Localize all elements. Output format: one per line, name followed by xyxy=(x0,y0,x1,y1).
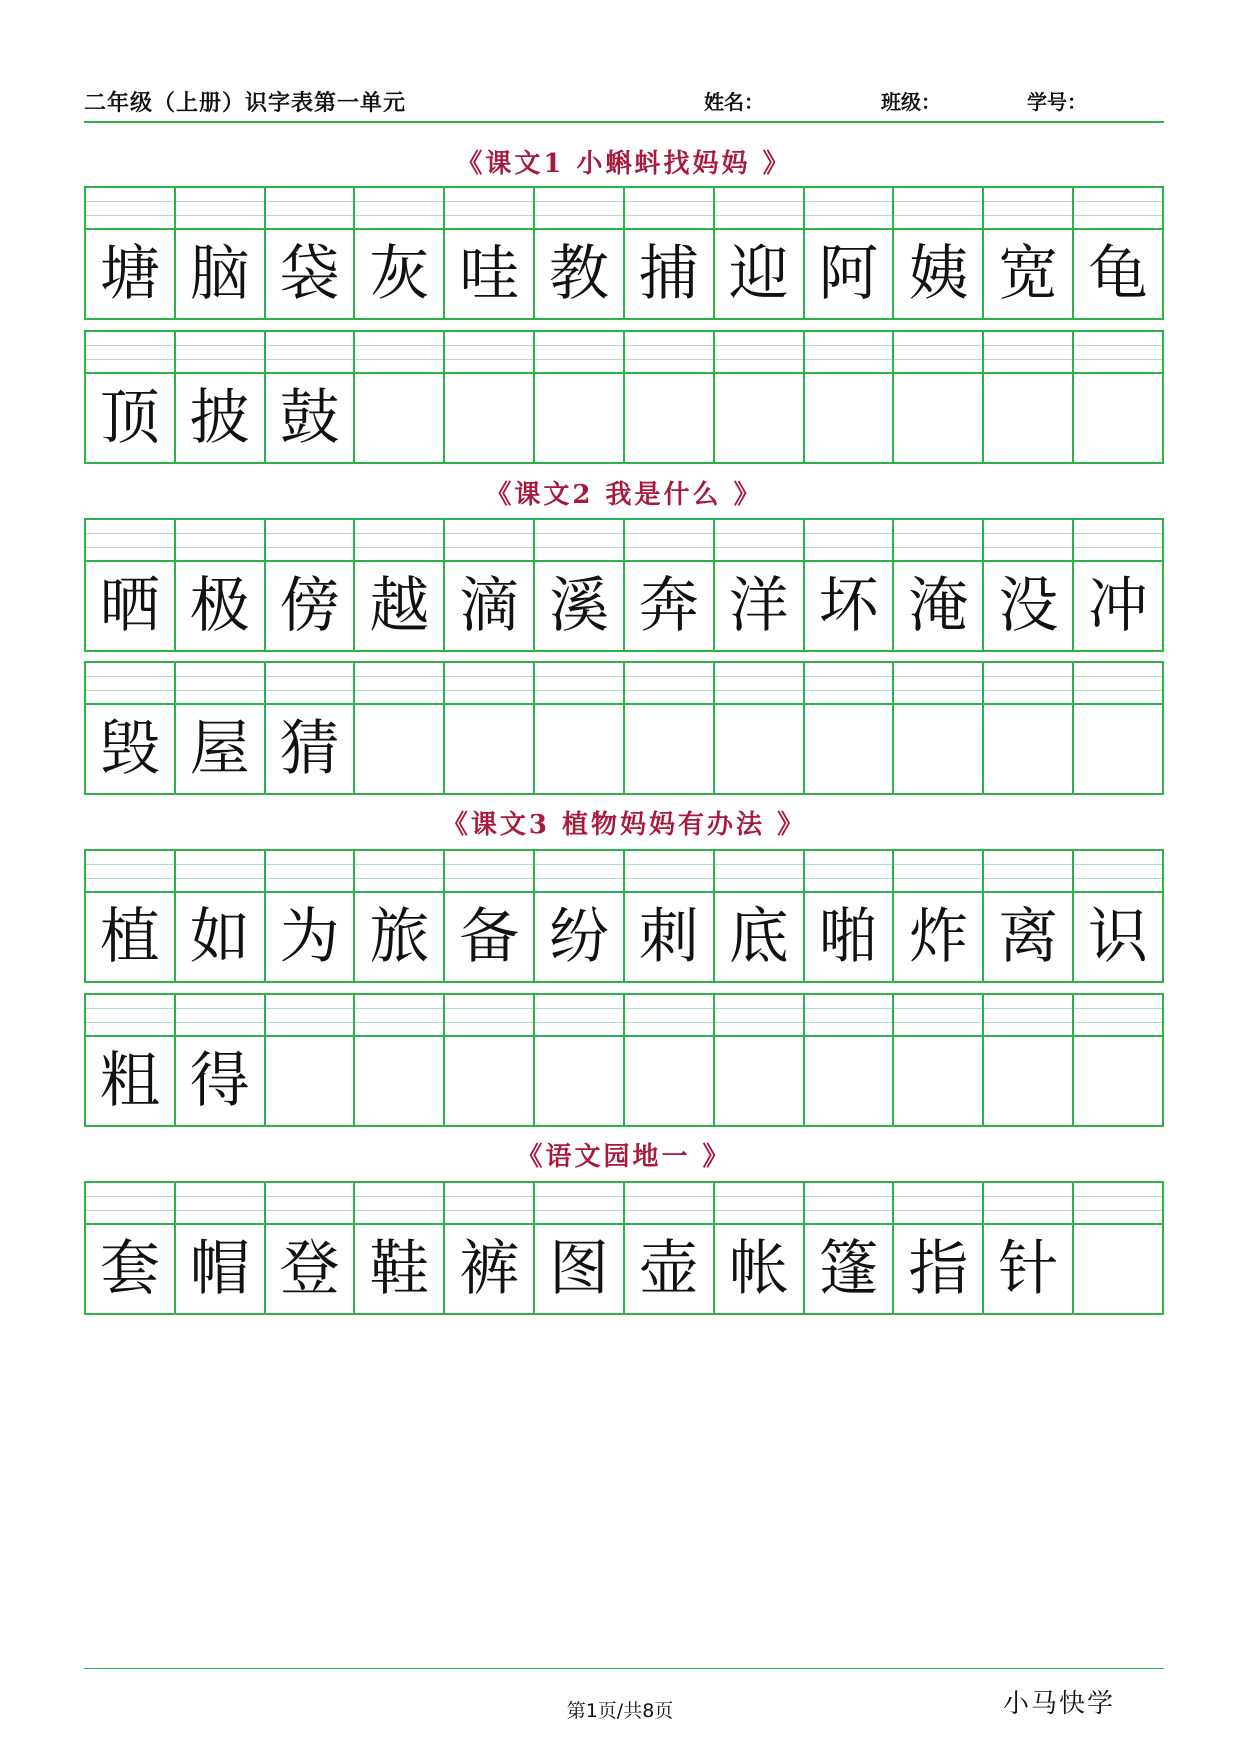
hanzi-character: 炸 xyxy=(908,902,969,972)
hanzi-character: 袋 xyxy=(279,239,340,309)
character-cell xyxy=(445,995,535,1125)
pinyin-writing-lines xyxy=(1074,332,1162,374)
header-divider xyxy=(84,121,1164,123)
hanzi-character: 坏 xyxy=(818,571,879,641)
hanzi-character xyxy=(625,705,713,793)
pinyin-writing-lines xyxy=(86,663,174,705)
hanzi-character: 洋 xyxy=(728,571,789,641)
hanzi-character: 裤 xyxy=(459,1234,520,1304)
pinyin-writing-lines xyxy=(625,520,713,562)
hanzi-character: 龟 xyxy=(1088,239,1149,309)
character-cell xyxy=(86,995,176,1125)
hanzi-character: 帽 xyxy=(189,1234,250,1304)
character-cell xyxy=(445,1183,535,1313)
pinyin-writing-lines xyxy=(266,663,354,705)
class-field-label: 班级： xyxy=(881,90,941,114)
character-cell xyxy=(535,188,625,318)
character-cell xyxy=(266,663,356,793)
pinyin-writing-lines xyxy=(535,520,623,562)
hanzi-character: 指 xyxy=(908,1234,969,1304)
character-grid-row xyxy=(84,849,1164,983)
pinyin-writing-lines xyxy=(1074,520,1162,562)
pinyin-writing-lines xyxy=(805,851,893,893)
character-cell xyxy=(894,520,984,650)
pinyin-writing-lines xyxy=(805,332,893,374)
hanzi-character: 针 xyxy=(998,1234,1059,1304)
pinyin-writing-lines xyxy=(805,520,893,562)
hanzi-character xyxy=(445,1037,533,1125)
name-field-label: 姓名： xyxy=(704,90,764,114)
pinyin-writing-lines xyxy=(176,851,264,893)
hanzi-character: 纷 xyxy=(549,902,610,972)
character-cell xyxy=(625,995,715,1125)
pinyin-writing-lines xyxy=(445,995,533,1037)
character-cell xyxy=(1074,188,1162,318)
character-cell xyxy=(715,995,805,1125)
character-cell xyxy=(715,332,805,462)
pinyin-writing-lines xyxy=(355,851,443,893)
pinyin-writing-lines xyxy=(715,663,803,705)
character-cell xyxy=(535,332,625,462)
character-cell xyxy=(535,663,625,793)
character-cell xyxy=(535,1183,625,1313)
pinyin-writing-lines xyxy=(266,851,354,893)
character-cell xyxy=(1074,663,1162,793)
character-cell xyxy=(86,1183,176,1313)
character-cell xyxy=(625,188,715,318)
character-cell xyxy=(355,188,445,318)
pinyin-writing-lines xyxy=(266,188,354,230)
hanzi-character xyxy=(625,374,713,462)
character-cell xyxy=(266,995,356,1125)
pinyin-writing-lines xyxy=(715,995,803,1037)
character-cell xyxy=(355,520,445,650)
pinyin-writing-lines xyxy=(984,663,1072,705)
pinyin-writing-lines xyxy=(445,663,533,705)
character-cell xyxy=(86,520,176,650)
hanzi-character: 奔 xyxy=(638,571,699,641)
worksheet-header xyxy=(84,82,1164,120)
character-cell xyxy=(86,188,176,318)
pinyin-writing-lines xyxy=(984,332,1072,374)
character-cell xyxy=(984,188,1074,318)
hanzi-character: 为 xyxy=(279,902,340,972)
character-cell xyxy=(176,851,266,981)
pinyin-writing-lines xyxy=(535,1183,623,1225)
hanzi-character: 登 xyxy=(279,1234,340,1304)
hanzi-character xyxy=(1074,374,1162,462)
pinyin-writing-lines xyxy=(176,1183,264,1225)
character-cell xyxy=(625,1183,715,1313)
character-cell xyxy=(894,663,984,793)
hanzi-character: 脑 xyxy=(189,239,250,309)
hanzi-character: 淹 xyxy=(908,571,969,641)
character-cell xyxy=(86,663,176,793)
hanzi-character: 迎 xyxy=(728,239,789,309)
pinyin-writing-lines xyxy=(86,520,174,562)
character-cell xyxy=(984,995,1074,1125)
hanzi-character xyxy=(984,705,1072,793)
page-indicator: 第1页/共8页 xyxy=(566,1700,674,1722)
character-cell xyxy=(715,520,805,650)
character-cell xyxy=(266,188,356,318)
character-cell xyxy=(984,332,1074,462)
pinyin-writing-lines xyxy=(355,663,443,705)
character-cell xyxy=(1074,995,1162,1125)
pinyin-writing-lines xyxy=(535,995,623,1037)
hanzi-character xyxy=(266,1037,354,1125)
character-cell xyxy=(805,995,895,1125)
section-title: 《语文园地一 》 xyxy=(516,1142,732,1172)
hanzi-character xyxy=(625,1037,713,1125)
pinyin-writing-lines xyxy=(86,851,174,893)
hanzi-character: 哇 xyxy=(459,239,520,309)
pinyin-writing-lines xyxy=(625,663,713,705)
pinyin-writing-lines xyxy=(535,188,623,230)
hanzi-character: 粗 xyxy=(99,1046,160,1116)
hanzi-character xyxy=(535,1037,623,1125)
hanzi-character: 鼓 xyxy=(279,383,340,453)
character-cell xyxy=(625,663,715,793)
pinyin-writing-lines xyxy=(86,332,174,374)
character-cell xyxy=(1074,851,1162,981)
character-cell xyxy=(176,663,266,793)
character-cell xyxy=(355,1183,445,1313)
hanzi-character xyxy=(445,374,533,462)
pinyin-writing-lines xyxy=(715,1183,803,1225)
hanzi-character: 屋 xyxy=(189,714,250,784)
pinyin-writing-lines xyxy=(355,520,443,562)
character-grid-row xyxy=(84,993,1164,1127)
character-cell xyxy=(805,851,895,981)
character-cell xyxy=(715,663,805,793)
hanzi-character xyxy=(355,705,443,793)
character-cell xyxy=(445,332,535,462)
character-cell xyxy=(894,332,984,462)
hanzi-character: 底 xyxy=(728,902,789,972)
character-cell xyxy=(355,332,445,462)
hanzi-character: 姨 xyxy=(908,239,969,309)
pinyin-writing-lines xyxy=(445,188,533,230)
character-grid-row xyxy=(84,186,1164,320)
pinyin-writing-lines xyxy=(266,995,354,1037)
hanzi-character: 灰 xyxy=(369,239,430,309)
character-cell xyxy=(266,851,356,981)
hanzi-character: 没 xyxy=(998,571,1059,641)
character-cell xyxy=(176,520,266,650)
pinyin-writing-lines xyxy=(894,520,982,562)
character-cell xyxy=(355,663,445,793)
section-title: 《课文3 植物妈妈有办法 》 xyxy=(441,810,807,840)
character-cell xyxy=(715,851,805,981)
hanzi-character xyxy=(445,705,533,793)
pinyin-writing-lines xyxy=(355,188,443,230)
hanzi-character: 植 xyxy=(99,902,160,972)
pinyin-writing-lines xyxy=(715,332,803,374)
pinyin-writing-lines xyxy=(984,1183,1072,1225)
character-cell xyxy=(805,1183,895,1313)
pinyin-writing-lines xyxy=(894,332,982,374)
character-cell xyxy=(984,520,1074,650)
pinyin-writing-lines xyxy=(86,995,174,1037)
pinyin-writing-lines xyxy=(355,332,443,374)
hanzi-character: 晒 xyxy=(99,571,160,641)
character-cell xyxy=(805,520,895,650)
pinyin-writing-lines xyxy=(355,995,443,1037)
character-cell xyxy=(1074,332,1162,462)
hanzi-character xyxy=(805,1037,893,1125)
character-cell xyxy=(445,663,535,793)
pinyin-writing-lines xyxy=(894,188,982,230)
character-cell xyxy=(355,995,445,1125)
hanzi-character xyxy=(1074,1037,1162,1125)
character-cell xyxy=(625,332,715,462)
pinyin-writing-lines xyxy=(984,520,1072,562)
character-cell xyxy=(445,520,535,650)
character-cell xyxy=(805,188,895,318)
pinyin-writing-lines xyxy=(1074,663,1162,705)
hanzi-character xyxy=(1074,705,1162,793)
pinyin-writing-lines xyxy=(535,663,623,705)
pinyin-writing-lines xyxy=(894,1183,982,1225)
student-id-field-label: 学号： xyxy=(1027,90,1087,114)
hanzi-character: 备 xyxy=(459,902,520,972)
hanzi-character: 冲 xyxy=(1088,571,1149,641)
character-cell xyxy=(984,851,1074,981)
hanzi-character: 套 xyxy=(99,1234,160,1304)
pinyin-writing-lines xyxy=(266,1183,354,1225)
character-cell xyxy=(535,995,625,1125)
character-cell xyxy=(86,851,176,981)
character-cell xyxy=(176,995,266,1125)
hanzi-character xyxy=(355,374,443,462)
character-grid-row xyxy=(84,661,1164,795)
pinyin-writing-lines xyxy=(445,332,533,374)
hanzi-character: 识 xyxy=(1088,902,1149,972)
pinyin-writing-lines xyxy=(894,851,982,893)
pinyin-writing-lines xyxy=(445,1183,533,1225)
pinyin-writing-lines xyxy=(1074,1183,1162,1225)
hanzi-character: 塘 xyxy=(99,239,160,309)
hanzi-character xyxy=(715,705,803,793)
hanzi-character: 教 xyxy=(549,239,610,309)
hanzi-character xyxy=(715,374,803,462)
hanzi-character xyxy=(805,374,893,462)
hanzi-character xyxy=(1074,1225,1162,1313)
pinyin-writing-lines xyxy=(625,188,713,230)
hanzi-character xyxy=(984,374,1072,462)
pinyin-writing-lines xyxy=(984,188,1072,230)
section-title: 《课文1 小蝌蚪找妈妈 》 xyxy=(456,149,792,179)
hanzi-character xyxy=(535,705,623,793)
character-cell xyxy=(176,332,266,462)
worksheet-title: 二年级（上册）识字表第一单元 xyxy=(84,91,407,116)
pinyin-writing-lines xyxy=(715,188,803,230)
hanzi-character: 捕 xyxy=(638,239,699,309)
pinyin-writing-lines xyxy=(715,520,803,562)
hanzi-character: 披 xyxy=(189,383,250,453)
pinyin-writing-lines xyxy=(625,851,713,893)
hanzi-character: 篷 xyxy=(818,1234,879,1304)
character-cell xyxy=(625,851,715,981)
hanzi-character xyxy=(715,1037,803,1125)
character-cell xyxy=(86,332,176,462)
footer-divider xyxy=(84,1668,1164,1669)
character-cell xyxy=(894,995,984,1125)
hanzi-character: 极 xyxy=(189,571,250,641)
hanzi-character: 图 xyxy=(549,1234,610,1304)
hanzi-character: 鞋 xyxy=(369,1234,430,1304)
pinyin-writing-lines xyxy=(176,332,264,374)
hanzi-character xyxy=(984,1037,1072,1125)
pinyin-writing-lines xyxy=(176,188,264,230)
character-cell xyxy=(535,851,625,981)
character-cell xyxy=(266,520,356,650)
pinyin-writing-lines xyxy=(445,851,533,893)
pinyin-writing-lines xyxy=(176,520,264,562)
pinyin-writing-lines xyxy=(805,663,893,705)
pinyin-writing-lines xyxy=(625,332,713,374)
character-cell xyxy=(445,188,535,318)
pinyin-writing-lines xyxy=(1074,995,1162,1037)
character-cell xyxy=(266,332,356,462)
pinyin-writing-lines xyxy=(894,995,982,1037)
character-cell xyxy=(805,332,895,462)
hanzi-character: 滴 xyxy=(459,571,520,641)
pinyin-writing-lines xyxy=(625,995,713,1037)
character-cell xyxy=(715,188,805,318)
hanzi-character: 旅 xyxy=(369,902,430,972)
hanzi-character: 帐 xyxy=(728,1234,789,1304)
character-cell xyxy=(984,1183,1074,1313)
character-cell xyxy=(176,1183,266,1313)
character-cell xyxy=(984,663,1074,793)
pinyin-writing-lines xyxy=(355,1183,443,1225)
character-grid-row xyxy=(84,330,1164,464)
pinyin-writing-lines xyxy=(805,1183,893,1225)
pinyin-writing-lines xyxy=(266,520,354,562)
brand-name: 小马快学 xyxy=(1003,1689,1116,1719)
hanzi-character: 宽 xyxy=(998,239,1059,309)
pinyin-writing-lines xyxy=(535,851,623,893)
pinyin-writing-lines xyxy=(445,520,533,562)
character-cell xyxy=(355,851,445,981)
character-cell xyxy=(894,851,984,981)
character-cell xyxy=(1074,1183,1162,1313)
pinyin-writing-lines xyxy=(984,851,1072,893)
pinyin-writing-lines xyxy=(266,332,354,374)
pinyin-writing-lines xyxy=(176,663,264,705)
hanzi-character: 阿 xyxy=(818,239,879,309)
character-cell xyxy=(625,520,715,650)
pinyin-writing-lines xyxy=(86,188,174,230)
pinyin-writing-lines xyxy=(1074,188,1162,230)
character-grid-row xyxy=(84,1181,1164,1315)
character-grid-row xyxy=(84,518,1164,652)
hanzi-character: 越 xyxy=(369,571,430,641)
pinyin-writing-lines xyxy=(894,663,982,705)
hanzi-character xyxy=(894,374,982,462)
character-cell xyxy=(266,1183,356,1313)
hanzi-character xyxy=(894,705,982,793)
character-cell xyxy=(535,520,625,650)
hanzi-character xyxy=(805,705,893,793)
hanzi-character: 得 xyxy=(189,1046,250,1116)
character-cell xyxy=(176,188,266,318)
character-cell xyxy=(1074,520,1162,650)
pinyin-writing-lines xyxy=(805,188,893,230)
pinyin-writing-lines xyxy=(625,1183,713,1225)
hanzi-character: 溪 xyxy=(549,571,610,641)
hanzi-character xyxy=(894,1037,982,1125)
hanzi-character: 壶 xyxy=(638,1234,699,1304)
hanzi-character: 啪 xyxy=(818,902,879,972)
character-cell xyxy=(894,1183,984,1313)
character-cell xyxy=(894,188,984,318)
hanzi-character: 离 xyxy=(998,902,1059,972)
character-cell xyxy=(805,663,895,793)
hanzi-character: 毁 xyxy=(99,714,160,784)
pinyin-writing-lines xyxy=(1074,851,1162,893)
hanzi-character: 顶 xyxy=(99,383,160,453)
section-title: 《课文2 我是什么 》 xyxy=(485,480,763,510)
hanzi-character xyxy=(355,1037,443,1125)
hanzi-character: 傍 xyxy=(279,571,340,641)
character-cell xyxy=(715,1183,805,1313)
character-cell xyxy=(445,851,535,981)
pinyin-writing-lines xyxy=(984,995,1072,1037)
hanzi-character xyxy=(535,374,623,462)
pinyin-writing-lines xyxy=(176,995,264,1037)
hanzi-character: 如 xyxy=(189,902,250,972)
hanzi-character: 猜 xyxy=(279,714,340,784)
pinyin-writing-lines xyxy=(86,1183,174,1225)
pinyin-writing-lines xyxy=(715,851,803,893)
hanzi-character: 刺 xyxy=(638,902,699,972)
pinyin-writing-lines xyxy=(805,995,893,1037)
pinyin-writing-lines xyxy=(535,332,623,374)
